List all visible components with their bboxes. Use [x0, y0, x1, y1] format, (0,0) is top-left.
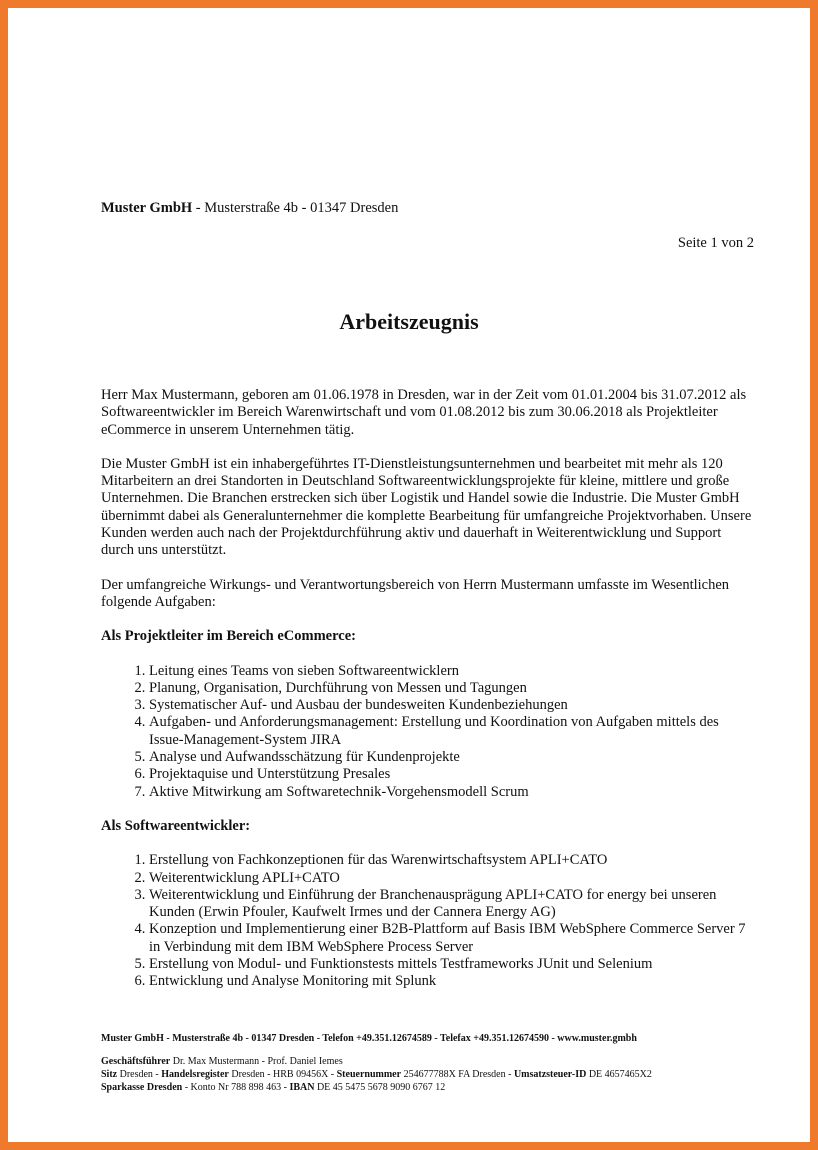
- list-item: 7. Aktive Mitwirkung am Softwaretechnik-Vorgehensmodell Scrum: [149, 784, 756, 801]
- footer-management-line: [101, 1055, 761, 1068]
- footer-bank-label: Sparkasse Dresden: [101, 1082, 183, 1093]
- task-list-projektleiter: [101, 663, 756, 801]
- footer-bank-value: - Konto Nr 788 898 463 -: [182, 1082, 290, 1093]
- page-indicator: Seite 1 von 2: [677, 235, 754, 251]
- list-item: 4. Konzeption und Implementierung einer B2B-Plattform auf Basis IBM WebSphere Commerce Server 7 in Verbindung mit dem IBM WebSphere Process Server: [149, 921, 756, 956]
- document-title: Arbeitszeugnis: [339, 309, 479, 334]
- task-list-softwareentwickler: [101, 852, 756, 990]
- footer-tax-value: 254677788X FA Dresden -: [401, 1069, 514, 1080]
- list-item: 1. Leitung eines Teams von sieben Softwareentwicklern: [149, 663, 756, 680]
- list-item: 2. Planung, Organisation, Durchführung von Messen und Tagungen: [149, 680, 756, 697]
- list-item: 1. Erstellung von Fachkonzeptionen für das Warenwirtschaftsystem APLI+CATO: [149, 852, 756, 869]
- footer-legal-info: [101, 1055, 761, 1094]
- list-item: 3. Systematischer Auf- und Ausbau der bundesweiten Kundenbeziehungen: [149, 697, 756, 714]
- list-item: 6. Projektaquise und Unterstützung Presales: [149, 766, 756, 783]
- footer-register-line: [101, 1068, 761, 1081]
- footer-vat-value: DE 4657465X2: [586, 1069, 652, 1080]
- footer-seat-label: Sitz: [101, 1069, 118, 1080]
- footer-management-value: Dr. Max Mustermann - Prof. Daniel Iemes: [170, 1056, 343, 1067]
- document-body: [101, 387, 756, 1008]
- list-item: 4. Aufgaben- und Anforderungsmanagement: Erstellung und Koordination von Aufgaben mittels des Issue-Management-System JIRA: [149, 714, 756, 749]
- footer-bank-line: [101, 1081, 761, 1094]
- footer-seat-value: Dresden -: [117, 1069, 162, 1080]
- list-item: 3. Weiterentwicklung und Einführung der Branchenausprägung APLI+CATO for energy bei unseren Kunden (Erwin Pfouler, Kaufwelt Irmes und der Cannera Energy AG): [149, 887, 756, 922]
- list-item: 5. Erstellung von Modul- und Funktionstests mittels Testframeworks JUnit und Selenium: [149, 956, 756, 973]
- company-paragraph: Die Muster GmbH ist ein inhabergeführtes IT-Dienstleistungsunternehmen und bearbeitet mit mehr als 120 Mitarbeitern an drei Standorten in Deutschland Softwareentwicklungsprojekte für kleine, mittlere und große Unternehmen. Die Branchen erstrecken sich über Logistik und Handel sowie die Industrie. Die Muster GmbH übernimmt dabei als Generalunternehmer die komplette Bearbeitung für umfangreiche Projektvorhaben. Unsere Kunden werden auch nach der Projektdurchführung aktiv und dauerhaft in Weiterentwicklung und Support durch uns unterstützt.: [101, 455, 752, 559]
- sender-company-name: Muster GmbH: [101, 200, 193, 216]
- section-heading-softwareentwickler: Als Softwareentwickler:: [101, 817, 251, 834]
- footer-iban-label: IBAN: [289, 1082, 315, 1093]
- sender-line: [101, 200, 398, 217]
- footer-register-label: Handelsregister: [161, 1069, 229, 1080]
- list-item: 6. Entwicklung und Analyse Monitoring mit Splunk: [149, 973, 756, 990]
- footer-contact-line: Muster GmbH - Musterstraße 4b - 01347 Dresden - Telefon +49.351.12674589 - Telefax +49.351.12674590 - www.muster.gmbh: [101, 1033, 637, 1044]
- footer-iban-value: DE 45 5475 5678 9090 6767 12: [314, 1082, 446, 1093]
- footer-register-value: Dresden - HRB 09456X -: [228, 1069, 337, 1080]
- intro-paragraph: Herr Max Mustermann, geboren am 01.06.1978 in Dresden, war in der Zeit vom 01.01.2004 bis 31.07.2012 als Softwareentwickler im Bereich Warenwirtschaft und vom 01.08.2012 bis zum 30.06.2018 als Projektleiter eCommerce in unserem Unternehmen tätig.: [101, 387, 747, 438]
- footer-tax-label: Steuernummer: [336, 1069, 402, 1080]
- list-item: 2. Weiterentwicklung APLI+CATO: [149, 870, 756, 887]
- list-item: 5. Analyse und Aufwandsschätzung für Kundenprojekte: [149, 749, 756, 766]
- sender-address: - Musterstraße 4b - 01347 Dresden: [192, 200, 399, 216]
- footer-management-label: Geschäftsführer: [101, 1056, 171, 1067]
- footer-vat-label: Umsatzsteuer-ID: [513, 1069, 587, 1080]
- responsibilities-paragraph: Der umfangreiche Wirkungs- und Verantwortungsbereich von Herrn Mustermann umfasste im Wesentlichen folgende Aufgaben:: [101, 576, 730, 610]
- section-heading-projektleiter: Als Projektleiter im Bereich eCommerce:: [101, 628, 356, 645]
